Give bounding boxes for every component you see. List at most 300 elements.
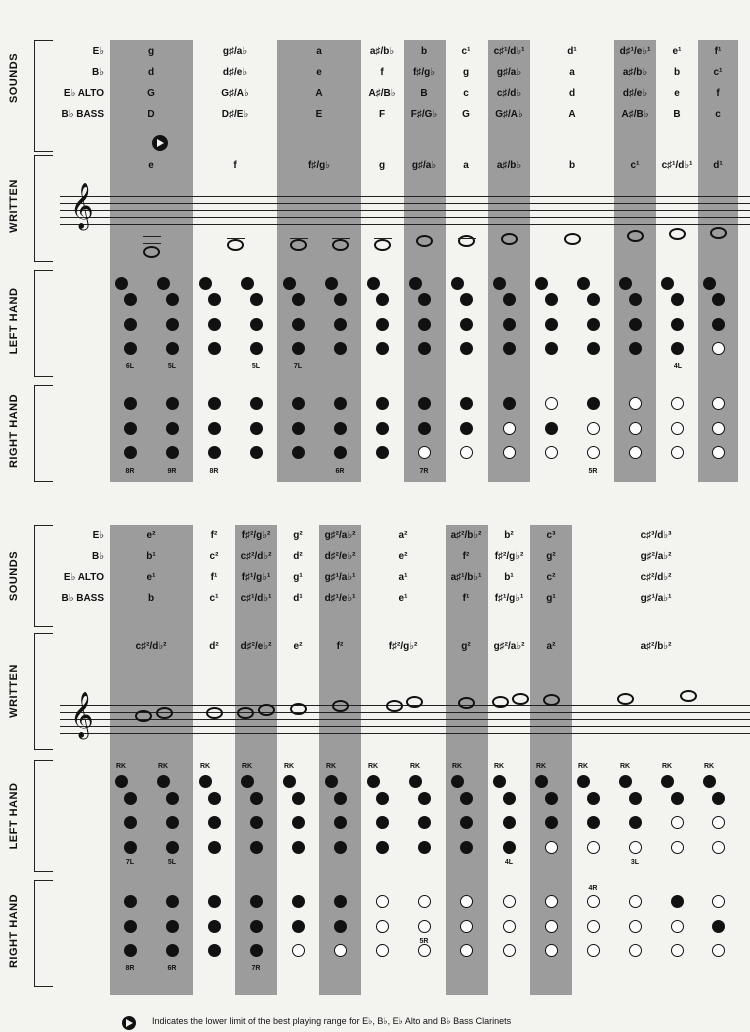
sound-cell: e (316, 67, 322, 78)
sound-cell: d♯¹/e♭¹ (619, 46, 651, 57)
tone-hole-dot (409, 277, 422, 290)
sound-cell: a♯²/b♭² (450, 530, 482, 541)
whole-note-icon (332, 700, 349, 712)
whole-note-icon (492, 696, 509, 708)
tone-hole-dot (199, 277, 212, 290)
instrument-eb: E♭ (92, 530, 104, 541)
sound-cell: a (316, 46, 322, 57)
tone-hole-dot (208, 342, 221, 355)
sound-cell: g♯²/a♭² (640, 551, 672, 562)
tone-hole-dot (451, 775, 464, 788)
sound-cell: f♯¹/g♭¹ (494, 593, 524, 604)
shaded-column (488, 40, 530, 482)
whole-note-icon (543, 694, 560, 706)
sound-cell: c♯²/d♭² (240, 551, 272, 562)
tone-hole-dot (503, 422, 516, 435)
sound-cell: f♯¹/g♭¹ (241, 572, 271, 583)
sound-cell: c³ (546, 530, 556, 541)
register-key-label: RK (367, 763, 379, 770)
tone-hole-dot (292, 841, 305, 854)
tone-hole-dot (503, 342, 516, 355)
sound-cell: g (147, 46, 155, 57)
tone-hole-dot (166, 841, 179, 854)
finger-key-tag: 8R (125, 468, 135, 475)
tone-hole-dot (292, 792, 305, 805)
tone-hole-dot (712, 293, 725, 306)
whole-note-icon (237, 707, 254, 719)
register-key-label: RK (325, 763, 337, 770)
tone-hole-dot (334, 792, 347, 805)
register-key-label: RK (619, 763, 631, 770)
tone-hole-dot (587, 792, 600, 805)
shaded-column (110, 40, 193, 482)
tone-hole-dot (334, 816, 347, 829)
tone-hole-dot (460, 816, 473, 829)
tone-hole-dot (460, 895, 473, 908)
tone-hole-dot (376, 841, 389, 854)
tone-hole-dot (545, 816, 558, 829)
written-note-name: c¹ (630, 160, 640, 171)
sound-cell: d¹ (567, 46, 577, 57)
tone-hole-dot (629, 342, 642, 355)
tone-hole-dot (619, 277, 632, 290)
tone-hole-dot (712, 422, 725, 435)
tone-hole-dot (671, 792, 684, 805)
tone-hole-dot (124, 792, 137, 805)
register-key-label: RK (451, 763, 463, 770)
tone-hole-dot (292, 895, 305, 908)
tone-hole-dot (166, 293, 179, 306)
treble-clef-icon: 𝄞 (70, 183, 94, 229)
sound-cell: c♯²/d♭² (640, 572, 672, 583)
sound-cell: A (315, 88, 323, 99)
tone-hole-dot (376, 422, 389, 435)
instrument-bb: B♭ (92, 551, 104, 562)
whole-note-icon (627, 230, 644, 242)
sound-cell: F♯/G♭ (410, 109, 438, 120)
tone-hole-dot (115, 277, 128, 290)
sound-cell: a (569, 67, 575, 78)
sound-cell: d² (293, 551, 303, 562)
tone-hole-dot (241, 775, 254, 788)
tone-hole-dot (208, 920, 221, 933)
finger-key-tag: 7L (125, 859, 135, 866)
tone-hole-dot (157, 775, 170, 788)
written-note-name: g² (461, 641, 471, 652)
tone-hole-dot (712, 397, 725, 410)
finger-key-tag: 4L (504, 859, 514, 866)
top-fingering-chart (0, 0, 750, 500)
tone-hole-dot (334, 895, 347, 908)
shaded-column (404, 40, 446, 482)
tone-hole-dot (292, 342, 305, 355)
tone-hole-dot (157, 277, 170, 290)
tone-hole-dot (334, 446, 347, 459)
tone-hole-dot (629, 792, 642, 805)
tone-hole-dot (587, 318, 600, 331)
sound-cell: a² (398, 530, 408, 541)
tone-hole-dot (545, 293, 558, 306)
sound-cell: b (420, 46, 428, 57)
tone-hole-dot (712, 841, 725, 854)
whole-note-icon (458, 235, 475, 247)
tone-hole-dot (503, 944, 516, 957)
tone-hole-dot (208, 318, 221, 331)
tone-hole-dot (503, 920, 516, 933)
tone-hole-dot (535, 277, 548, 290)
tone-hole-dot (587, 895, 600, 908)
tone-hole-dot (503, 446, 516, 459)
ledger-line (227, 238, 245, 239)
shaded-column (614, 40, 656, 482)
tone-hole-dot (124, 397, 137, 410)
instrument-eb-alto: E♭ ALTO (63, 572, 104, 583)
tone-hole-dot (503, 792, 516, 805)
tone-hole-dot (325, 277, 338, 290)
tone-hole-dot (587, 342, 600, 355)
instrument-eb: E♭ (92, 46, 104, 57)
tone-hole-dot (503, 816, 516, 829)
left-hand-label: LEFT HAND (8, 782, 20, 850)
tone-hole-dot (250, 816, 263, 829)
tone-hole-dot (712, 920, 725, 933)
finger-key-tag: 5R (588, 468, 598, 475)
tone-hole-dot (712, 318, 725, 331)
whole-note-icon (290, 239, 307, 251)
tone-hole-dot (208, 841, 221, 854)
tone-hole-dot (629, 816, 642, 829)
tone-hole-dot (376, 944, 389, 957)
tone-hole-dot (250, 342, 263, 355)
tone-hole-dot (545, 318, 558, 331)
finger-key-tag: 4R (588, 885, 598, 892)
tone-hole-dot (587, 944, 600, 957)
tone-hole-dot (367, 775, 380, 788)
tone-hole-dot (292, 293, 305, 306)
legend-text: Indicates the lower limit of the best playing range for E♭, B♭, E♭ Alto and B♭ Bass Clarinets (152, 1016, 512, 1026)
finger-key-tag: 6R (335, 468, 345, 475)
register-key-label: RK (661, 763, 673, 770)
tone-hole-dot (545, 920, 558, 933)
sound-cell: c (715, 109, 721, 120)
tone-hole-dot (418, 446, 431, 459)
tone-hole-dot (712, 792, 725, 805)
tone-hole-dot (124, 841, 137, 854)
tone-hole-dot (671, 920, 684, 933)
tone-hole-dot (712, 446, 725, 459)
sound-cell: g² (546, 551, 556, 562)
sound-cell: f² (462, 551, 470, 562)
tone-hole-dot (460, 841, 473, 854)
sound-cell: g♯/a♭ (222, 46, 248, 57)
tone-hole-dot (460, 342, 473, 355)
tone-hole-dot (166, 895, 179, 908)
tone-hole-dot (166, 792, 179, 805)
sound-cell: c♯/d♭ (496, 88, 522, 99)
tone-hole-dot (577, 775, 590, 788)
written-note-name: e² (293, 641, 303, 652)
sound-cell: c♯¹/d♭¹ (240, 593, 272, 604)
instrument-eb-alto: E♭ ALTO (63, 88, 104, 99)
finger-key-tag: 5L (251, 363, 261, 370)
whole-note-icon (564, 233, 581, 245)
written-note-name: g♯²/a♭² (493, 641, 525, 652)
tone-hole-dot (283, 277, 296, 290)
tone-hole-dot (460, 446, 473, 459)
tone-hole-dot (545, 446, 558, 459)
sound-cell: a♯¹/b♭¹ (450, 572, 482, 583)
sound-cell: g♯/a♭ (496, 67, 522, 78)
sound-cell: a♯/b♭ (369, 46, 395, 57)
whole-note-icon (290, 703, 307, 715)
tone-hole-dot (376, 792, 389, 805)
tone-hole-dot (334, 318, 347, 331)
written-note-name: d¹ (713, 160, 723, 171)
right-hand-label: RIGHT HAND (8, 893, 20, 969)
sound-cell: b¹ (504, 572, 514, 583)
tone-hole-dot (703, 775, 716, 788)
tone-hole-dot (124, 446, 137, 459)
tone-hole-dot (334, 920, 347, 933)
sound-cell: d (568, 88, 576, 99)
tone-hole-dot (124, 293, 137, 306)
finger-key-tag: 7R (251, 965, 261, 972)
tone-hole-dot (587, 446, 600, 459)
written-label: WRITTEN (8, 664, 20, 718)
tone-hole-dot (545, 422, 558, 435)
tone-hole-dot (334, 944, 347, 957)
sound-cell: g♯¹/a♭¹ (640, 593, 672, 604)
tone-hole-dot (292, 318, 305, 331)
finger-key-tag: 6R (167, 965, 177, 972)
tone-hole-dot (545, 342, 558, 355)
tone-hole-dot (250, 446, 263, 459)
written-note-name: f (233, 160, 237, 171)
sound-cell: f¹ (210, 572, 218, 583)
whole-note-icon (512, 693, 529, 705)
tone-hole-dot (671, 397, 684, 410)
tone-hole-dot (587, 293, 600, 306)
tone-hole-dot (418, 293, 431, 306)
tone-hole-dot (199, 775, 212, 788)
ledger-line (290, 238, 308, 239)
tone-hole-dot (292, 920, 305, 933)
tone-hole-dot (545, 792, 558, 805)
tone-hole-dot (671, 446, 684, 459)
tone-hole-dot (334, 342, 347, 355)
sound-cell: a¹ (398, 572, 408, 583)
tone-hole-dot (460, 792, 473, 805)
tone-hole-dot (587, 397, 600, 410)
written-note-name: d² (209, 641, 219, 652)
tone-hole-dot (545, 895, 558, 908)
tone-hole-dot (166, 422, 179, 435)
written-note-name: g (378, 160, 386, 171)
tone-hole-dot (166, 318, 179, 331)
sound-cell: c (463, 88, 469, 99)
whole-note-icon (332, 239, 349, 251)
tone-hole-dot (124, 816, 137, 829)
sound-cell: g♯¹/a♭¹ (324, 572, 356, 583)
sound-cell: g¹ (546, 593, 556, 604)
sound-cell: D♯/E♭ (221, 109, 249, 120)
tone-hole-dot (166, 920, 179, 933)
sounds-label: SOUNDS (8, 52, 20, 104)
tone-hole-dot (292, 397, 305, 410)
sound-cell: A (568, 109, 576, 120)
written-note-name: f² (336, 641, 344, 652)
finger-key-tag: 5L (167, 859, 177, 866)
tone-hole-dot (671, 841, 684, 854)
written-note-name: e (148, 160, 154, 171)
tone-hole-dot (712, 342, 725, 355)
whole-note-icon (135, 710, 152, 722)
tone-hole-dot (587, 816, 600, 829)
tone-hole-dot (292, 422, 305, 435)
tone-hole-dot (124, 944, 137, 957)
tone-hole-dot (418, 792, 431, 805)
whole-note-icon (617, 693, 634, 705)
register-key-label: RK (115, 763, 127, 770)
tone-hole-dot (208, 422, 221, 435)
sound-cell: c¹ (713, 67, 723, 78)
tone-hole-dot (629, 841, 642, 854)
tone-hole-dot (376, 895, 389, 908)
written-note-name: f♯²/g♭² (388, 641, 418, 652)
ledger-line (458, 238, 476, 239)
whole-note-icon (458, 697, 475, 709)
sound-cell: e¹ (146, 572, 156, 583)
tone-hole-dot (166, 944, 179, 957)
tone-hole-dot (250, 397, 263, 410)
sound-cell: d¹ (293, 593, 303, 604)
tone-hole-dot (418, 944, 431, 957)
sound-cell: f (716, 88, 720, 99)
sound-cell: c¹ (461, 46, 471, 57)
sound-cell: f♯/g♭ (413, 67, 435, 78)
tone-hole-dot (208, 816, 221, 829)
tone-hole-dot (629, 318, 642, 331)
tone-hole-dot (208, 293, 221, 306)
register-key-label: RK (493, 763, 505, 770)
ledger-line (332, 238, 350, 239)
tone-hole-dot (587, 841, 600, 854)
tone-hole-dot (619, 775, 632, 788)
tone-hole-dot (292, 446, 305, 459)
written-note-name: a♯/b♭ (496, 160, 522, 171)
tone-hole-dot (334, 293, 347, 306)
whole-note-icon (206, 707, 223, 719)
tone-hole-dot (460, 920, 473, 933)
tone-hole-dot (671, 422, 684, 435)
tone-hole-dot (503, 293, 516, 306)
whole-note-icon (680, 690, 697, 702)
whole-note-icon (374, 239, 391, 251)
whole-note-icon (669, 228, 686, 240)
written-note-name: f♯/g♭ (308, 160, 330, 171)
sound-cell: d♯/e♭ (222, 67, 248, 78)
tone-hole-dot (250, 841, 263, 854)
tone-hole-dot (166, 446, 179, 459)
finger-key-tag: 3L (630, 859, 640, 866)
whole-note-icon (227, 239, 244, 251)
tone-hole-dot (703, 277, 716, 290)
whole-note-icon (501, 233, 518, 245)
register-key-label: RK (241, 763, 253, 770)
tone-hole-dot (166, 816, 179, 829)
whole-note-icon (156, 707, 173, 719)
sound-cell: f² (210, 530, 218, 541)
register-key-label: RK (703, 763, 715, 770)
sound-cell: E (315, 109, 323, 120)
sound-cell: b¹ (146, 551, 156, 562)
written-note-name: d♯²/e♭² (240, 641, 272, 652)
tone-hole-dot (671, 293, 684, 306)
tone-hole-dot (115, 775, 128, 788)
tone-hole-dot (545, 841, 558, 854)
sounds-label: SOUNDS (8, 550, 20, 602)
register-key-label: RK (199, 763, 211, 770)
tone-hole-dot (671, 944, 684, 957)
tone-hole-dot (334, 422, 347, 435)
tone-hole-dot (460, 944, 473, 957)
tone-hole-dot (292, 816, 305, 829)
written-note-name: c♯²/d♭² (135, 641, 167, 652)
tone-hole-dot (376, 446, 389, 459)
written-note-name: a (463, 160, 469, 171)
playing-range-arrow-icon (152, 135, 168, 151)
ledger-line (143, 236, 161, 237)
tone-hole-dot (418, 920, 431, 933)
tone-hole-dot (250, 293, 263, 306)
tone-hole-dot (629, 397, 642, 410)
written-note-name: c♯¹/d♭¹ (661, 160, 693, 171)
tone-hole-dot (587, 920, 600, 933)
tone-hole-dot (629, 920, 642, 933)
tone-hole-dot (629, 944, 642, 957)
tone-hole-dot (124, 318, 137, 331)
finger-key-tag: 7L (293, 363, 303, 370)
tone-hole-dot (124, 342, 137, 355)
tone-hole-dot (250, 944, 263, 957)
finger-key-tag: 6L (125, 363, 135, 370)
sound-cell: G (462, 109, 470, 120)
written-note-name: b (568, 160, 576, 171)
tone-hole-dot (671, 816, 684, 829)
sound-cell: B (673, 109, 681, 120)
treble-clef-icon: 𝄞 (70, 692, 94, 738)
tone-hole-dot (409, 775, 422, 788)
tone-hole-dot (208, 792, 221, 805)
tone-hole-dot (671, 342, 684, 355)
tone-hole-dot (503, 318, 516, 331)
sound-cell: g (462, 67, 470, 78)
written-note-name: g♯/a♭ (411, 160, 437, 171)
tone-hole-dot (292, 944, 305, 957)
written-note-name: a² (546, 641, 556, 652)
sound-cell: e¹ (672, 46, 682, 57)
tone-hole-dot (671, 895, 684, 908)
finger-key-tag: 5R (419, 938, 429, 945)
sound-cell: b (673, 67, 681, 78)
tone-hole-dot (250, 422, 263, 435)
tone-hole-dot (451, 277, 464, 290)
finger-key-tag: 5L (167, 363, 177, 370)
sound-cell: f¹ (714, 46, 722, 57)
sound-cell: d♯¹/e♭¹ (324, 593, 356, 604)
sound-cell: A♯/B♭ (621, 109, 649, 120)
instrument-bb-bass: B♭ BASS (61, 109, 104, 120)
